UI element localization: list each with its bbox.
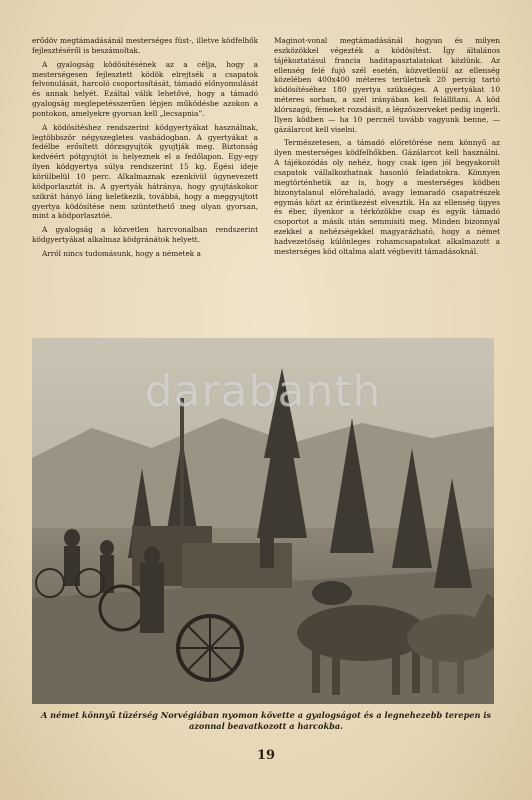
right-column (274, 36, 500, 336)
paragraph: Természetesen, a támadó előretörése nem könnyű az ilyen mesterséges ködfelhőkben. Gázálarcot kell használni. A tájékozódás oly nehéz, hogy csak igen jól begyakorolt csapatok vállalkozhatnak hasonló feladatokra. Könnyen megtörténhetik az is, hogy a mesterséges ködben bizonytalanul előrehaladó, avagy lemaradó csapatrészek egymás közt az érintkezést elvesztik. Ha az ellenség ügyes és éber, ilyenkor a térközökbe csap és egyik támadó csoportot a másik után semmisiti meg. Minden bizonnyal ezekkel a nehézségekkel magyarázható, hogy a német hadvezetőség különleges rohamcsapatokat alkalmazott a mesterséges köd oltalma alatt végbevitt támadásoknál. (274, 138, 500, 256)
article-body (32, 36, 500, 336)
paragraph: A gyalogság ködösítésének az a célja, hogy a mesterségesen fejlesztett ködök elrejtsék a csapatok felvonulását, harcoló csoportosítását, támadó előnyomulását és annak helyét. Ezáltal válik lehetővé, hogy a támadó gyalogság meglepetésszerűen lépjen működésbe azokon a pontokon, amelyekre gyorsan kell „lecsapnia”. (32, 59, 258, 118)
watermark-text: darabanth (144, 366, 382, 417)
paragraph: Maginot-vonal megtámadásánál hogyan és milyen eszközökkel végezték a ködösítést. Így általános tájékoztatásul francia haditapasztalatokat közlünk. Az ellenség felé fujó szél esetén, közvetlenül az ellenség közelében 400x400 méteres területnek 20 percig tartó ködösítéséhez 180 gyertya szükséges. A gyertyákat 10 méteres sorban, a szél irányában kell felállítani. A köd klórszagú, fémeket rozsdásít, a légzőszerveket pedig ingerli. Ilyen ködben — ha 10 percnél tovább vagyunk benne, — gázálarcot kell viselni. (274, 36, 500, 134)
photo-caption: A német könnyű tüzérség Norvégiában nyomon követte a gyalogságot és a legnehezebb terepen is azonnal beavatkozott a harcokba. (40, 710, 492, 731)
left-column (32, 36, 258, 336)
photo-illustration (32, 338, 494, 704)
paragraph: Arról nincs tudomásunk, hogy a németek a (42, 248, 201, 258)
artillery-photo (32, 338, 494, 704)
paragraph: A ködösítéshez rendszerint ködgyertyákat használnak, legtöbbször négyszegletes vasbádogban. A gyertyákat a fedélbe erősített dörzsgyujtók gyujtják meg. Biztonság kedvéért pótgyujtót is helyeznek el a fedőlapon. Egy-egy ilyen ködgyertya súlya rendszerint 15 kg. Égési ideje körülbelül 10 perc. Alkalmaznak ezenkívül úgynevezett ködporlasztót is. A gyertyák hátránya, hogy gyujtáskokor szikrát hányó láng keletkezik, továbbá, hogy a meggyujtott gyertya ködösítése nem szüntethető meg olyan gyorsan, mint a ködporlasztóé. (32, 122, 258, 221)
paragraph: erődöv megtámadásánál mesterséges füst-, illetve ködfelhők fejlesztéséről is beszámoltak. (32, 36, 258, 55)
paragraph: A gyalogság a közvetlen harcvonalban rendszerint ködgyertyákat alkalmaz ködgránátok helyett. (32, 225, 258, 245)
page-number: 19 (256, 748, 276, 763)
